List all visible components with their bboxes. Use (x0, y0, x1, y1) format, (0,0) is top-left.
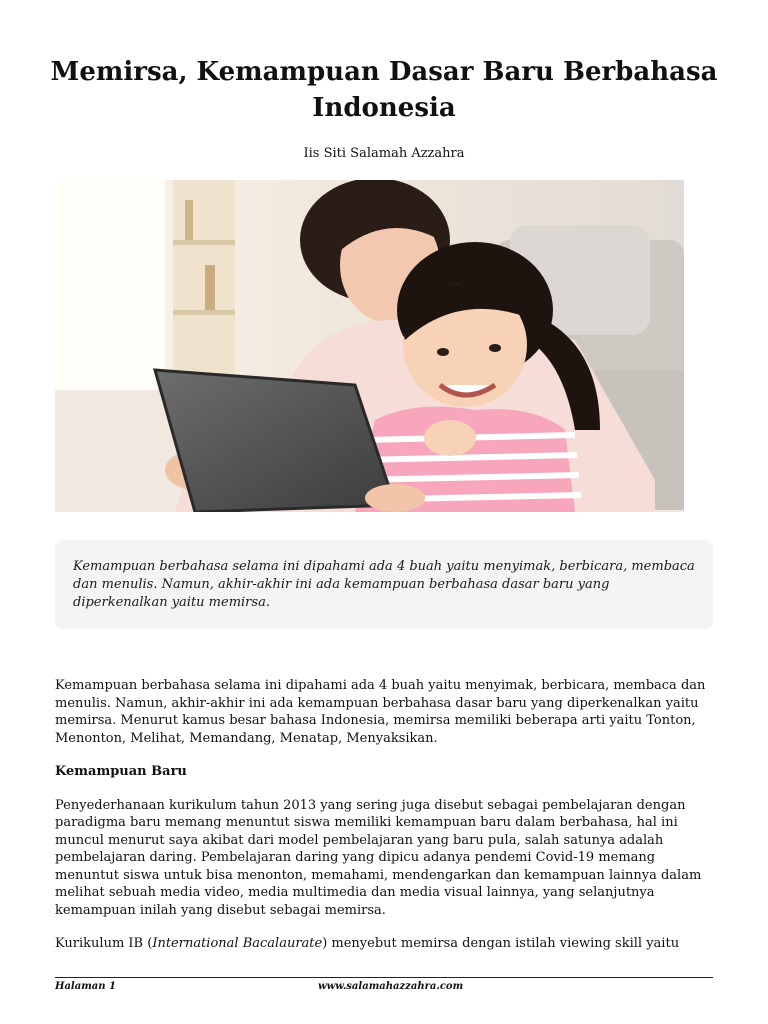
footer-divider (55, 977, 713, 978)
section-heading: Kemampuan Baru (55, 764, 187, 779)
italic-term: International Bacalaurate (152, 936, 323, 951)
article-title: Memirsa, Kemampuan Dasar Baru Berbahasa Indonesia (50, 57, 718, 123)
body-paragraph: Penyederhanaan kurikulum tahun 2013 yang sering juga disebut sebagai pembelajaran dengan paradigma baru memang menuntut siswa memiliki kemampuan baru dalam berbahasa, hal ini muncul menurut saya akibat dari model pembelajaran yang baru pula, salah satunya adalah pembelajaran daring. Pembelajaran daring yang dipicu adanya pendemi Covid-19 memang menuntut siswa untuk bisa menonton, memahami, mendengarkan dan kemampuan lainnya dalam melihat sebuah media video, media multimedia dan media visual lainnya, yang selanjutnya kemampuan inilah yang disebut sebagai memirsa. (55, 797, 702, 918)
body-paragraph: Kemampuan berbahasa selama ini dipahami ada 4 buah yaitu menyimak, berbicara, membaca dan menulis. Namun, akhir-akhir ini ada kemampuan berbahasa dasar baru yang diperkenalkan yaitu memirsa. Menurut kamus besar bahasa Indonesia, memirsa memiliki beberapa arti yaitu Tonton, Menonton, Melihat, Memandang, Menatap, Menyaksikan. (55, 678, 706, 746)
hero-photo (55, 180, 684, 512)
summary-box (55, 540, 713, 629)
article-body (55, 677, 715, 969)
footer-website: www.salamahazzahra.com (318, 981, 464, 992)
summary-text: Kemampuan berbahasa selama ini dipahami ada 4 buah yaitu menyimak, berbicara, membaca dan menulis. Namun, akhir-akhir ini ada kemampuan berbahasa dasar baru yang diperkenalkan yaitu memirsa. (73, 559, 695, 610)
page-number: Halaman 1 (55, 981, 116, 992)
body-paragraph (55, 935, 715, 953)
paragraph-text: ) menyebut memirsa dengan istilah viewing skill yaitu (322, 936, 680, 951)
article-author: Iis Siti Salamah Azzahra (303, 146, 465, 161)
paragraph-text: Kurikulum IB ( (55, 936, 153, 951)
